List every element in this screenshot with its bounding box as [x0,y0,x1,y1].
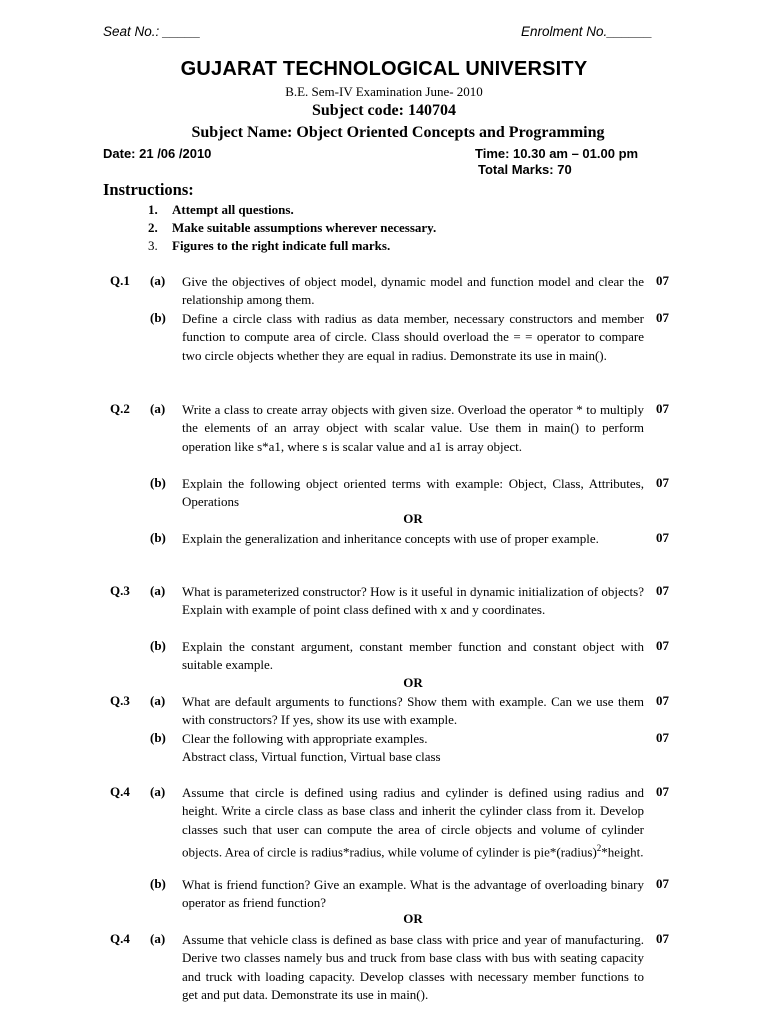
marks: 07 [656,583,669,598]
part-label: (a) [150,401,166,416]
marks: 07 [656,931,669,946]
marks: 07 [656,273,669,288]
part-label: (b) [150,475,166,490]
instruction-number: 3. [148,238,158,253]
part-label: (a) [150,931,166,946]
instruction-item [148,202,436,220]
part-label: (a) [150,583,166,598]
question-text: Assume that vehicle class is defined as base class with price and year of manufacturing. Derive two classes namely bus and truck from base class with bus with seating capacity and truck with loading capacity. Develop classes with necessary member functions to get and put data. Demonstrate its use in main(). [182,932,644,1002]
question-text: Write a class to create array objects with given size. Overload the operator * to multiply the elements of an array object with scalar value. Use them in main() to perform operation like s*a1, where s is scalar value and a1 is array object. [182,402,644,454]
marks: 07 [656,475,669,490]
question-text: What are default arguments to functions? Show them with example. Can we use them with constructors? If yes, show its use with example. [182,694,644,728]
instruction-number: 2. [148,220,158,235]
question-number: Q.4 [110,784,130,799]
question-text: Explain the following object oriented terms with example: Object, Class, Attributes, Operations [182,476,644,510]
total-marks: Total Marks: 70 [478,162,572,177]
question-text [182,784,644,862]
question-number: Q.3 [110,583,130,598]
part-label: (b) [150,730,166,745]
marks: 07 [656,401,669,416]
subject-code: Subject code: 140704 [312,102,456,119]
instruction-text: Attempt all questions. [172,202,294,217]
instruction-text: Make suitable assumptions wherever necessary. [172,220,437,235]
seat-number-field: Seat No.: _____ [103,24,201,39]
question-text-line: Abstract class, Virtual function, Virtual base class [182,749,441,764]
instruction-item [148,238,436,256]
question-number: Q.3 [110,693,130,708]
question-text: Explain the generalization and inheritance concepts with use of proper example. [182,531,599,546]
marks: 07 [656,876,669,891]
university-title: GUJARAT TECHNOLOGICAL UNIVERSITY [180,58,588,80]
instructions-list [148,202,436,256]
exam-date: Date: 21 /06 /2010 [103,146,212,161]
marks: 07 [656,638,669,653]
question-text: What is parameterized constructor? How is it useful in dynamic initialization of objects? Explain with example of point class defined with x and y coordinates. [182,584,644,618]
superscript: 2 [596,842,602,853]
marks: 07 [656,730,669,745]
part-label: (a) [150,784,166,799]
instructions-heading: Instructions: [103,180,194,199]
part-label: (b) [150,638,166,653]
part-label: (b) [150,310,166,325]
marks: 07 [656,784,669,799]
enrolment-number-field: Enrolment No.______ [521,24,653,39]
question-number: Q.4 [110,931,130,946]
marks: 07 [656,530,669,545]
instruction-number: 1. [148,202,158,217]
question-text-line: Clear the following with appropriate examples. [182,731,428,746]
marks: 07 [656,693,669,708]
question-text-tail: *height. [601,844,644,860]
question-text: Give the objectives of object model, dynamic model and function model and clear the relationship among them. [182,274,644,308]
question-text: What is friend function? Give an example. What is the advantage of overloading binary operator as friend function? [182,877,644,911]
instruction-text: Figures to the right indicate full marks. [172,238,391,253]
or-separator: OR [403,675,423,690]
question-number: Q.2 [110,401,130,416]
part-label: (b) [150,530,166,545]
subject-name: Subject Name: Object Oriented Concepts and Programming [191,124,605,141]
part-label: (b) [150,876,166,891]
part-label: (a) [150,693,166,708]
question-text: Define a circle class with radius as data member, necessary constructors and member function to compute area of circle. Class should overload the = = operator to compare two circle objects whether they are equal in radius. Demonstrate its use in main(). [182,311,644,363]
or-separator: OR [403,511,423,526]
question-text: Explain the constant argument, constant member function and constant object with suitable example. [182,639,644,673]
marks: 07 [656,310,669,325]
exam-title: B.E. Sem-IV Examination June- 2010 [285,84,483,99]
question-number: Q.1 [110,273,130,288]
exam-time: Time: 10.30 am – 01.00 pm [475,146,639,161]
part-label: (a) [150,273,166,288]
or-separator: OR [403,911,423,926]
instruction-item [148,220,436,238]
question-text-main: Assume that circle is defined using radius and cylinder is defined using radius and height. Write a circle class as base class and inherit the cylinder class from it. Develop classes such that user can compute the area of circle objects and volume of cylinder objects. Area of circle is radius*radius, while volume of cylinder is pie*(radius) [182,785,644,860]
